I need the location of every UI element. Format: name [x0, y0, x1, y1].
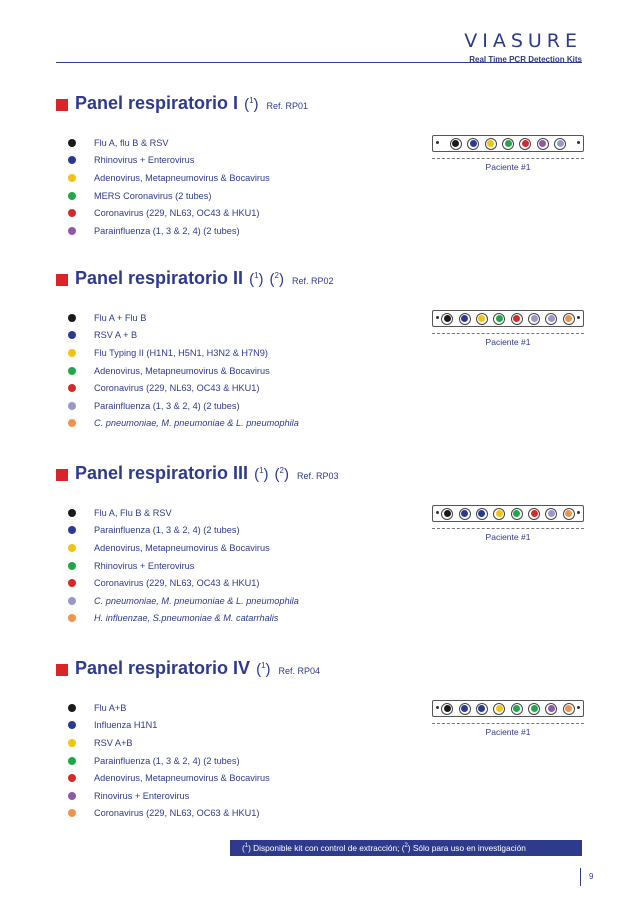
panel-ref: Ref. RP03 — [296, 471, 339, 481]
pcr-strip-diagram — [432, 505, 584, 542]
strip-edge-dot-icon — [436, 141, 439, 144]
color-dot-icon — [68, 139, 76, 147]
footnote-reference: ($^2$) — [274, 466, 289, 483]
color-dot-icon — [68, 757, 76, 765]
list-item-label: Coronavirus (229, NL63, OC63 & HKU1) — [94, 808, 260, 819]
color-dot-icon — [68, 156, 76, 164]
list-item-label: Flu A + Flu B — [94, 312, 147, 323]
strip-edge-dot-icon — [436, 316, 439, 319]
well-color-icon — [539, 140, 546, 147]
well-color-icon — [565, 315, 572, 322]
dashed-divider — [432, 723, 584, 724]
brand-tagline: Real Time PCR Detection Kits — [469, 55, 582, 64]
color-dot-icon — [68, 721, 76, 729]
pcr-well — [493, 313, 505, 325]
well-color-icon — [505, 140, 512, 147]
color-dot-icon — [68, 526, 76, 534]
footnote-mark-1: 1 — [244, 843, 249, 850]
color-dot-icon — [68, 544, 76, 552]
pcr-well — [528, 703, 540, 715]
footnote-reference-number: 1 — [261, 661, 266, 670]
strip-edge-dot-icon — [577, 706, 580, 709]
list-item-label: Flu A+B — [94, 702, 127, 713]
list-item-label: Rinovirus + Enterovirus — [94, 790, 190, 801]
list-item-label: Flu A, Flu B & RSV — [94, 507, 172, 518]
list-item — [68, 610, 299, 628]
panel-ref: Ref. RP01 — [266, 101, 309, 111]
list-item — [68, 752, 270, 770]
pcr-well — [459, 313, 471, 325]
list-item-label: C. pneumoniae, M. pneumoniae & L. pneumophila — [94, 418, 299, 429]
pcr-well — [459, 703, 471, 715]
color-dot-icon — [68, 384, 76, 392]
footnote-reference-number: 2 — [274, 271, 279, 280]
color-dot-icon — [68, 402, 76, 410]
well-color-icon — [565, 510, 572, 517]
strip-edge-dot-icon — [436, 511, 439, 514]
pcr-well — [528, 313, 540, 325]
well-color-icon — [444, 315, 451, 322]
patient-label: Paciente #1 — [485, 727, 531, 737]
list-item — [68, 574, 299, 592]
pcr-well — [493, 703, 505, 715]
color-dot-icon — [68, 419, 76, 427]
well-color-icon — [461, 705, 468, 712]
dashed-divider — [432, 333, 584, 334]
list-item — [68, 415, 299, 433]
panel-title: Panel respiratorio III — [75, 463, 249, 483]
color-dot-icon — [68, 579, 76, 587]
footnote-bar: ($^1$) Disponible kit con control de extracción; ($^2$) Sólo para uso en investigación — [230, 840, 582, 856]
list-item — [68, 787, 270, 805]
list-item-label: Parainfluenza (1, 3 & 2, 4) (2 tubes) — [94, 400, 240, 411]
well-color-icon — [531, 705, 538, 712]
list-item — [68, 379, 299, 397]
pcr-well — [476, 508, 488, 520]
color-dot-icon — [68, 562, 76, 570]
list-item-label: Adenovirus, Metapneumovirus & Bocavirus — [94, 773, 270, 784]
well-color-icon — [557, 140, 564, 147]
list-item — [68, 134, 270, 152]
list-item-label: Parainfluenza (1, 3 & 2, 4) (2 tubes) — [94, 755, 240, 766]
pcr-well — [493, 508, 505, 520]
pcr-well — [563, 508, 575, 520]
color-dot-icon — [68, 349, 76, 357]
brand-logo: VIASURE — [464, 30, 582, 52]
list-item-label: Rhinovirus + Enterovirus — [94, 560, 195, 571]
strip-edge-dot-icon — [577, 141, 580, 144]
pcr-well — [511, 313, 523, 325]
list-item — [68, 222, 270, 240]
header-divider — [56, 62, 582, 63]
strip-edge-dot-icon — [436, 706, 439, 709]
list-item — [68, 699, 270, 717]
panel-title: Panel respiratorio II — [75, 268, 244, 288]
panel-title-row — [56, 658, 586, 682]
list-item — [68, 805, 270, 823]
list-item — [68, 187, 270, 205]
well-color-icon — [496, 705, 503, 712]
color-dot-icon — [68, 597, 76, 605]
footnote-reference-number: 1 — [259, 466, 264, 475]
panel-title: Panel respiratorio IV — [75, 658, 251, 678]
panel-4 — [56, 658, 586, 826]
well-color-icon — [461, 315, 468, 322]
list-item-label: RSV A+B — [94, 737, 133, 748]
panel-2 — [56, 268, 586, 436]
well-color-icon — [478, 705, 485, 712]
pcr-strip-diagram — [432, 700, 584, 737]
well-color-icon — [513, 705, 520, 712]
color-dot-icon — [68, 314, 76, 322]
pcr-well — [545, 313, 557, 325]
footnote-reference-number: 1 — [254, 271, 259, 280]
pcr-strip — [432, 505, 584, 522]
list-item-label: H. influenzae, S.pneumoniae & M. catarrhalis — [94, 613, 279, 624]
patient-label: Paciente #1 — [485, 532, 531, 542]
footnote-mark-2: 2 — [404, 843, 408, 850]
list-item-label: Adenovirus, Metapneumovirus & Bocavirus — [94, 172, 270, 183]
title-square-icon — [56, 274, 68, 286]
color-dot-icon — [68, 331, 76, 339]
header — [464, 30, 582, 64]
list-item-label: RSV A + B — [94, 330, 138, 341]
well-color-icon — [548, 705, 555, 712]
list-item — [68, 309, 299, 327]
color-dot-icon — [68, 614, 76, 622]
well-color-icon — [478, 510, 485, 517]
list-item — [68, 717, 270, 735]
well-color-icon — [565, 705, 572, 712]
well-color-icon — [496, 315, 503, 322]
pcr-well — [554, 138, 566, 150]
pcr-well — [441, 313, 453, 325]
color-dot-icon — [68, 227, 76, 235]
title-square-icon — [56, 664, 68, 676]
panel-title: Panel respiratorio I — [75, 93, 239, 113]
pcr-strip-diagram — [432, 135, 584, 172]
list-item-label: C. pneumoniae, M. pneumoniae & L. pneumophila — [94, 595, 299, 606]
title-square-icon — [56, 469, 68, 481]
footnote-reference: ($^1$) — [256, 661, 271, 678]
pcr-well — [563, 703, 575, 715]
footnote-reference: ($^2$) — [269, 271, 284, 288]
list-item-label: Flu Typing II (H1N1, H5N1, H3N2 & H7N9) — [94, 347, 268, 358]
list-item-label: Parainfluenza (1, 3 & 2, 4) (2 tubes) — [94, 525, 240, 536]
pcr-strip-diagram — [432, 310, 584, 347]
list-item-label: Rhinovirus + Enterovirus — [94, 155, 195, 166]
target-list — [68, 504, 299, 627]
list-item-label: Influenza H1N1 — [94, 720, 158, 731]
well-color-icon — [487, 140, 494, 147]
color-dot-icon — [68, 792, 76, 800]
pcr-well — [467, 138, 479, 150]
patient-label: Paciente #1 — [485, 162, 531, 172]
well-color-icon — [444, 705, 451, 712]
list-item — [68, 504, 299, 522]
footnote-text-2: Sólo para uso en investigación — [410, 843, 526, 853]
color-dot-icon — [68, 209, 76, 217]
color-dot-icon — [68, 809, 76, 817]
list-item-label: Adenovirus, Metapneumovirus & Bocavirus — [94, 542, 270, 553]
pcr-well — [441, 703, 453, 715]
panel-1 — [56, 93, 586, 244]
target-list — [68, 309, 299, 432]
list-item — [68, 592, 299, 610]
list-item — [68, 327, 299, 345]
color-dot-icon — [68, 509, 76, 517]
list-item — [68, 152, 270, 170]
list-item-label: Adenovirus, Metapneumovirus & Bocavirus — [94, 365, 270, 376]
pcr-well — [502, 138, 514, 150]
pcr-strip — [432, 700, 584, 717]
list-item-label: Coronavirus (229, NL63, OC43 & HKU1) — [94, 208, 260, 219]
list-item — [68, 362, 299, 380]
page-number: 9 — [580, 868, 593, 886]
well-color-icon — [531, 315, 538, 322]
color-dot-icon — [68, 739, 76, 747]
pcr-well — [441, 508, 453, 520]
dashed-divider — [432, 528, 584, 529]
list-item — [68, 522, 299, 540]
well-color-icon — [513, 510, 520, 517]
list-item — [68, 169, 270, 187]
pcr-well — [476, 313, 488, 325]
well-color-icon — [548, 315, 555, 322]
list-item — [68, 344, 299, 362]
list-item — [68, 734, 270, 752]
pcr-well — [459, 508, 471, 520]
list-item-label: Flu A, flu B & RSV — [94, 137, 169, 148]
panel-ref: Ref. RP02 — [291, 276, 334, 286]
dashed-divider — [432, 158, 584, 159]
pcr-well — [511, 703, 523, 715]
footnote-reference: ($^1$) — [249, 271, 264, 288]
list-item-label: Parainfluenza (1, 3 & 2, 4) (2 tubes) — [94, 225, 240, 236]
pcr-well — [476, 703, 488, 715]
pcr-well — [519, 138, 531, 150]
list-item — [68, 397, 299, 415]
well-color-icon — [452, 140, 459, 147]
list-item-label: MERS Coronavirus (2 tubes) — [94, 190, 212, 201]
list-item — [68, 557, 299, 575]
pcr-well — [545, 508, 557, 520]
panel-3 — [56, 463, 586, 631]
strip-edge-dot-icon — [577, 511, 580, 514]
pcr-well — [545, 703, 557, 715]
list-item — [68, 769, 270, 787]
well-color-icon — [496, 510, 503, 517]
panel-title-row — [56, 93, 586, 117]
footnote-text-1: Disponible kit con control de extracción; — [250, 843, 402, 853]
panel-ref: Ref. RP04 — [278, 666, 321, 676]
color-dot-icon — [68, 774, 76, 782]
well-color-icon — [478, 315, 485, 322]
pcr-well — [563, 313, 575, 325]
title-square-icon — [56, 99, 68, 111]
well-color-icon — [522, 140, 529, 147]
pcr-well — [511, 508, 523, 520]
strip-edge-dot-icon — [577, 316, 580, 319]
list-item-label: Coronavirus (229, NL63, OC43 & HKU1) — [94, 578, 260, 589]
patient-label: Paciente #1 — [485, 337, 531, 347]
well-color-icon — [548, 510, 555, 517]
list-item — [68, 539, 299, 557]
well-color-icon — [513, 315, 520, 322]
footnote-reference: ($^1$) — [254, 466, 269, 483]
well-color-icon — [461, 510, 468, 517]
footnote-reference-number: 1 — [249, 96, 254, 105]
target-list — [68, 134, 270, 240]
pcr-well — [485, 138, 497, 150]
pcr-well — [528, 508, 540, 520]
pcr-well — [450, 138, 462, 150]
list-item-label: Coronavirus (229, NL63, OC43 & HKU1) — [94, 383, 260, 394]
color-dot-icon — [68, 192, 76, 200]
color-dot-icon — [68, 174, 76, 182]
pcr-strip — [432, 310, 584, 327]
well-color-icon — [444, 510, 451, 517]
footnote-reference-number: 2 — [279, 466, 284, 475]
footnote-reference: ($^1$) — [244, 96, 259, 113]
pcr-strip — [432, 135, 584, 152]
panel-title-row — [56, 463, 586, 487]
well-color-icon — [531, 510, 538, 517]
well-color-icon — [470, 140, 477, 147]
color-dot-icon — [68, 704, 76, 712]
color-dot-icon — [68, 367, 76, 375]
target-list — [68, 699, 270, 822]
panel-title-row — [56, 268, 586, 292]
pcr-well — [537, 138, 549, 150]
list-item — [68, 204, 270, 222]
